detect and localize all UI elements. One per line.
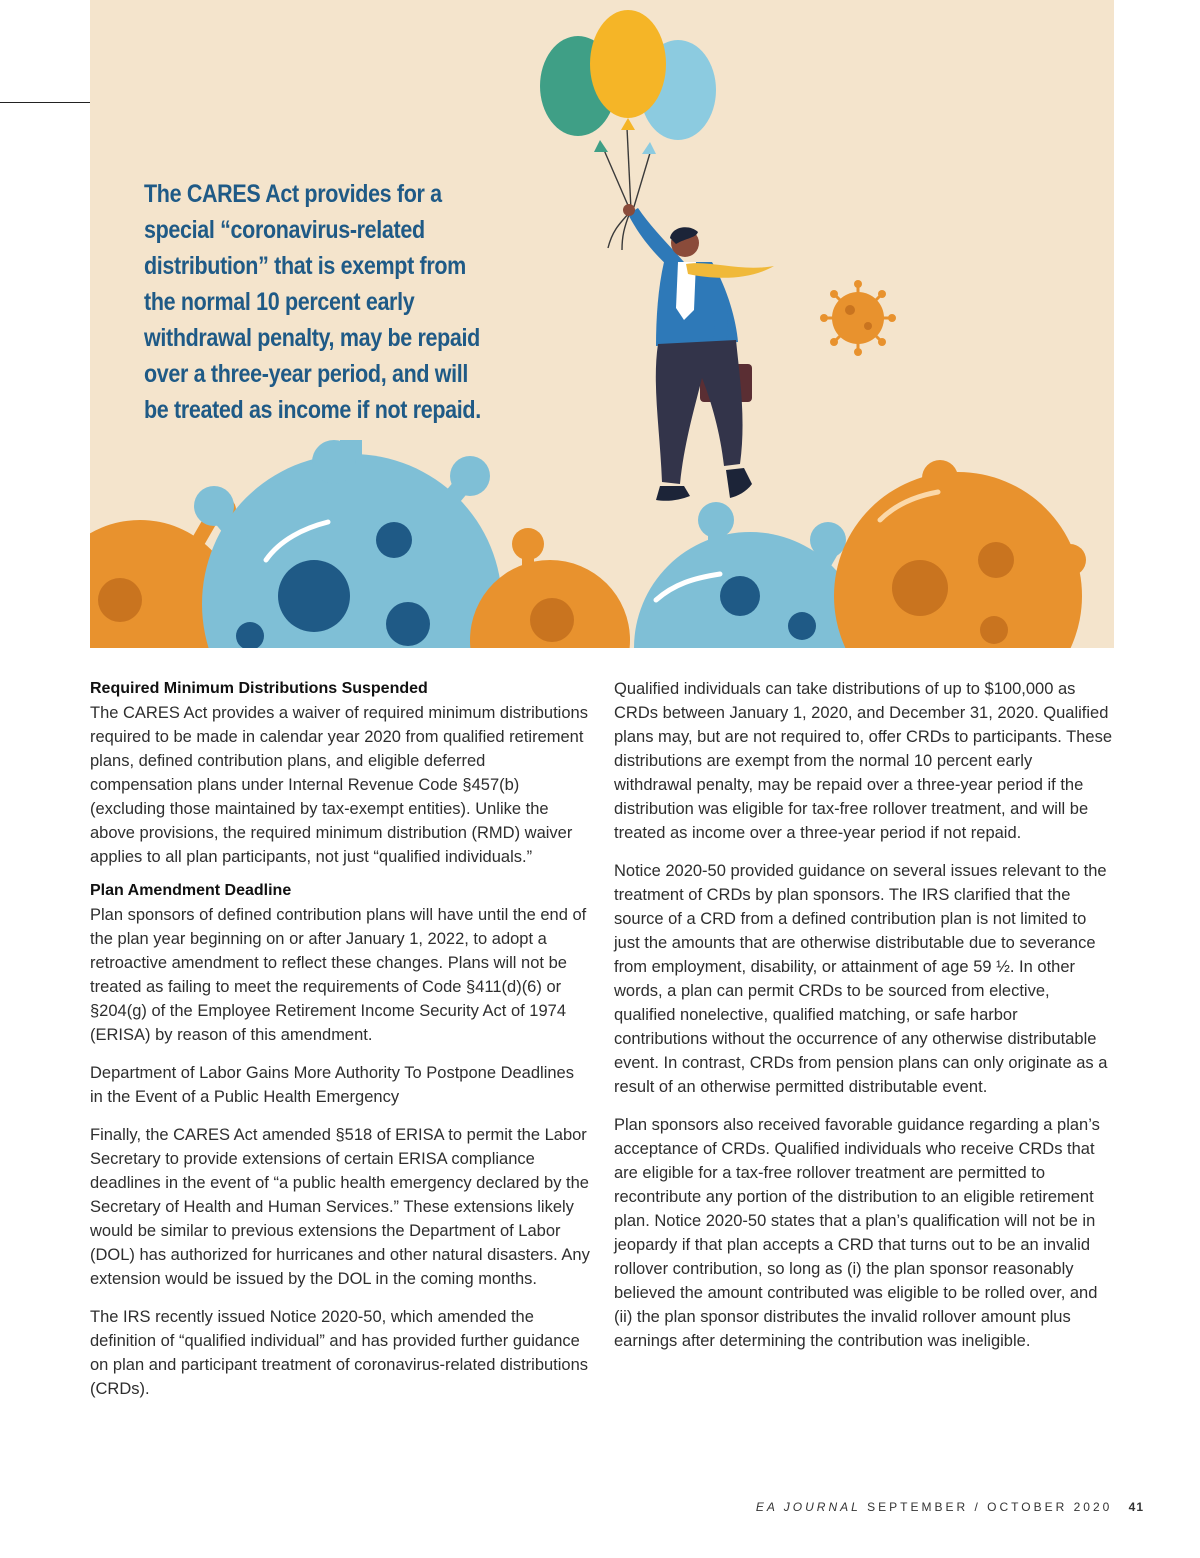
paragraph-rmd-waiver: The CARES Act provides a waiver of required minimum distributions required to be made in calendar year 2020 from qualified retirement plans, defined contribution plans, and eligible deferred compensation plans under Internal Revenue Code §457(b) (excluding those maintained by tax-exempt entities). Unlike the above provisions, the required minimum distribution (RMD) waiver applies to all plan participants, not just “qualified individuals.” [90,704,588,866]
page-footer [756,1500,1144,1514]
paragraph-dol-authority: Department of Labor Gains More Authority To Postpone Deadlines in the Event of a Public Health Emergency [90,1064,574,1106]
small-virus [820,280,896,356]
paragraph-plan-amendment: Plan sponsors of defined contribution plans will have until the end of the plan year beginning on or after January 1, 2022, to adopt a retroactive amendment to reflect these changes. Plans will not be treated as failing to meet the requirements of Code §411(d)(6) or §204(g) of the Employee Retirement Income Security Act of 1974 (ERISA) by reason of this amendment. [90,906,587,1044]
paragraph-plan-acceptance: Plan sponsors also received favorable guidance regarding a plan’s acceptance of CRDs. Qualified individuals who receive CRDs that are eligible for a tax-free rollover treatment are permitted to recontribute any portion of the distribution to an eligible retirement plan. Notice 2020-50 states that a plan’s qualification will not be in jeopardy if that plan accepts a CRD that turns out to be an invalid rollover contribution, so long as (i) the plan sponsor reasonably believed the amount contributed was eligible to be rolled over, and (ii) the plan sponsor distributes the invalid rollover amount plus earnings after determining the contribution was ineligible. [614,1116,1100,1350]
paragraph-erisa-518: Finally, the CARES Act amended §518 of ERISA to permit the Labor Secretary to provide extensions of certain ERISA compliance deadlines in the event of “a public health emergency declared by the Secretary of Health and Human Services.” These extensions likely would be similar to previous extensions the Department of Labor (DOL) has authorized for hurricanes and other natural disasters. Any extension would be issued by the DOL in the coming months. [90,1126,590,1288]
paragraph-qualified-individuals: Qualified individuals can take distributions of up to $100,000 as CRDs between January 1, 2020, and December 31, 2020. Qualified plans may, but are not required to, offer CRDs to participants. These distributions are exempt from the normal 10 percent early withdrawal penalty, may be repaid over a three-year period if the distribution was eligible for tax-free rollover treatment, and will be treated as income over a three-year period if not repaid. [614,680,1113,842]
virus-cluster [90,440,1086,648]
right-column [614,677,1114,1367]
heading-plan-amendment: Plan Amendment Deadline [90,882,292,899]
page-number: 41 [1128,1500,1144,1514]
top-rule [0,102,90,103]
left-column [90,677,590,1415]
paragraph-notice-guidance: Notice 2020-50 provided guidance on several issues relevant to the treatment of CRDs by plan sponsors. The IRS clarified that the source of a CRD from a defined contribution plan is not limited to just the amounts that are otherwise distributable due to severance from employment, disability, or attainment of age 59 ½. In other words, a plan can permit CRDs to be sourced from elective, qualified nonelective, qualified matching, or safe harbor contributions without the occurrence of any otherwise distributable event. In contrast, CRDs from pension plans can only originate as a result of an otherwise permitted distributable event. [614,862,1108,1096]
pull-quote: The CARES Act provides for a special “coronavirus-related distribution” that is exempt from the normal 10 percent early withdrawal penalty, may be repaid over a three-year period, and will be treated as income if not repaid. [144,180,481,424]
heading-rmd-suspended: Required Minimum Distributions Suspended [90,680,428,697]
footer-brand: EA JOURNAL [755,1500,861,1514]
floating-man [623,204,774,501]
yellow-balloon [590,10,666,118]
footer-issue: SEPTEMBER / OCTOBER 2020 [867,1500,1113,1514]
paragraph-notice-2020-50: The IRS recently issued Notice 2020-50, which amended the definition of “qualified individual” and has provided further guidance on plan and participant treatment of coronavirus-related distributions (CRDs). [90,1308,589,1398]
hero-illustration [90,0,1114,648]
